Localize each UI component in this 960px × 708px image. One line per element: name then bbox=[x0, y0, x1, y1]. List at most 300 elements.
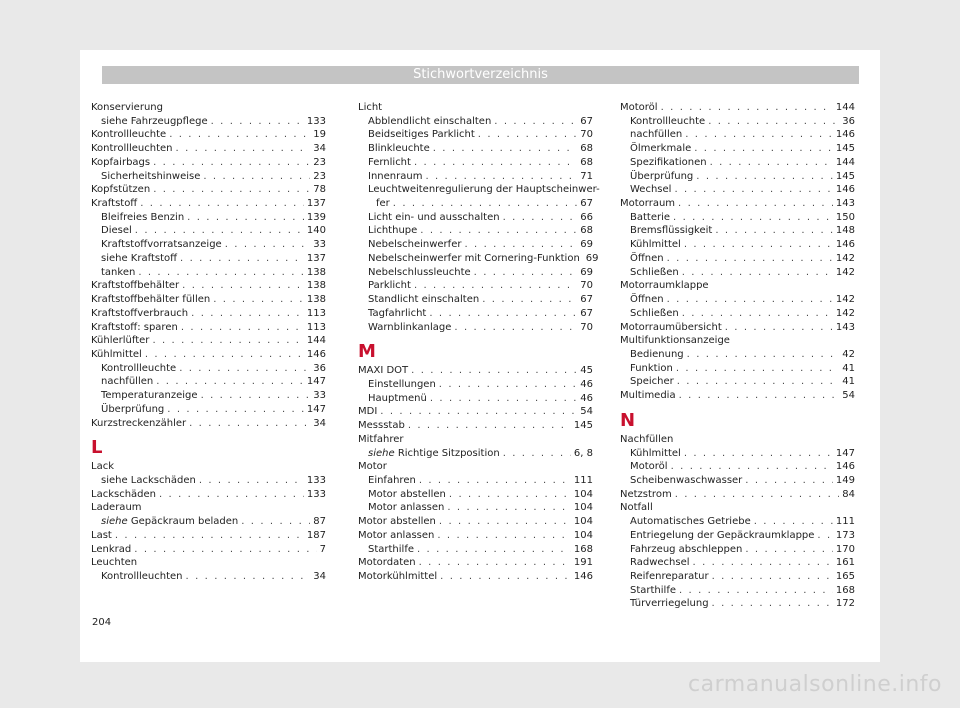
dot-leader bbox=[417, 543, 571, 557]
index-page-ref[interactable]: 113 bbox=[306, 321, 326, 333]
index-term-text: Kühlmittel bbox=[630, 447, 681, 459]
index-page-ref[interactable]: 137 bbox=[306, 198, 326, 210]
index-page-ref[interactable]: 147 bbox=[835, 447, 855, 459]
index-entry bbox=[620, 293, 855, 307]
index-entry bbox=[358, 279, 593, 293]
index-page-ref[interactable]: 69 bbox=[580, 266, 593, 278]
index-term bbox=[368, 293, 479, 307]
index-term bbox=[101, 170, 200, 184]
dot-leader bbox=[440, 570, 571, 584]
index-term bbox=[101, 252, 177, 266]
dot-leader bbox=[708, 115, 839, 129]
index-page-ref[interactable]: 143 bbox=[835, 321, 855, 333]
dot-leader bbox=[201, 389, 311, 403]
index-entry bbox=[91, 488, 326, 502]
index-page-ref[interactable]: 67 bbox=[580, 115, 593, 127]
index-term bbox=[358, 101, 382, 115]
dot-leader bbox=[682, 307, 833, 321]
index-entry bbox=[620, 321, 855, 335]
index-term bbox=[358, 364, 408, 378]
index-term-text: Überprüfung bbox=[101, 403, 165, 415]
index-entry bbox=[91, 515, 326, 529]
index-term bbox=[101, 115, 208, 129]
index-page-ref[interactable]: 142 bbox=[835, 266, 855, 278]
index-term bbox=[368, 321, 451, 335]
dot-leader bbox=[393, 197, 577, 211]
index-entry bbox=[620, 570, 855, 584]
index-page-ref[interactable]: 66 bbox=[580, 211, 593, 223]
index-term bbox=[630, 584, 676, 598]
index-term bbox=[358, 419, 405, 433]
index-entry bbox=[620, 197, 855, 211]
index-term-text: Sicherheitshinweise bbox=[101, 170, 201, 182]
index-term bbox=[101, 403, 164, 417]
index-entry bbox=[358, 460, 593, 474]
index-page-ref[interactable]: 71 bbox=[580, 170, 593, 182]
index-entry bbox=[620, 128, 855, 142]
index-page-ref[interactable]: 42 bbox=[842, 348, 855, 360]
index-term-text: Netzstrom bbox=[620, 488, 672, 500]
index-term-text: Laderaum bbox=[91, 502, 142, 514]
index-term bbox=[101, 389, 198, 403]
index-page-ref[interactable]: 69 bbox=[585, 252, 599, 264]
index-page-ref[interactable]: 19 bbox=[313, 129, 326, 141]
index-page-ref[interactable]: 150 bbox=[835, 211, 855, 223]
index-page-ref[interactable]: 139 bbox=[306, 211, 326, 223]
index-entry bbox=[91, 142, 326, 156]
index-page-ref[interactable]: 104 bbox=[573, 516, 593, 528]
index-term bbox=[620, 101, 658, 115]
index-entry bbox=[91, 348, 326, 362]
index-page-ref[interactable]: 36 bbox=[842, 115, 855, 127]
index-page-ref[interactable]: 145 bbox=[835, 143, 855, 155]
index-page-ref[interactable]: 46 bbox=[580, 378, 593, 390]
index-entry bbox=[91, 529, 326, 543]
dot-leader bbox=[661, 101, 833, 115]
index-term-text: Kurzstreckenzähler bbox=[91, 417, 187, 429]
index-term-text: Kontrollleuchte bbox=[91, 129, 167, 141]
index-page-ref[interactable]: 133 bbox=[306, 474, 326, 486]
index-entry bbox=[358, 156, 593, 170]
dot-leader bbox=[420, 224, 577, 238]
index-page-ref[interactable]: 78 bbox=[313, 184, 326, 196]
index-entry bbox=[91, 238, 326, 252]
dot-leader bbox=[380, 405, 577, 419]
index-term bbox=[358, 529, 434, 543]
index-page-ref[interactable]: 69 bbox=[580, 239, 593, 251]
index-page-ref[interactable]: 104 bbox=[573, 502, 593, 514]
index-term-text: Motor abstellen bbox=[368, 488, 446, 500]
index-entry bbox=[91, 115, 326, 129]
index-page-ref[interactable]: 133 bbox=[306, 488, 326, 500]
index-term bbox=[630, 252, 664, 266]
index-term-text: Motoröl bbox=[620, 102, 658, 113]
index-term-prefix: siehe bbox=[368, 447, 395, 459]
index-term bbox=[368, 488, 446, 502]
dot-leader bbox=[439, 515, 571, 529]
index-page-ref[interactable]: 34 bbox=[313, 143, 326, 155]
index-page-ref[interactable]: 33 bbox=[313, 239, 326, 251]
index-term bbox=[91, 460, 114, 474]
index-entry bbox=[358, 556, 593, 570]
index-entry bbox=[358, 128, 593, 142]
index-term bbox=[368, 252, 580, 266]
dot-leader bbox=[152, 334, 303, 348]
index-column-1 bbox=[91, 101, 326, 584]
dot-leader bbox=[186, 570, 311, 584]
index-entry bbox=[91, 334, 326, 348]
index-term-text: Speicher bbox=[630, 376, 674, 388]
dot-leader bbox=[678, 197, 833, 211]
index-page-ref[interactable]: 168 bbox=[835, 584, 855, 596]
index-page-ref[interactable]: 140 bbox=[306, 225, 326, 237]
index-page-ref[interactable]: 146 bbox=[835, 239, 855, 251]
index-term-text: siehe Kraftstoff bbox=[101, 252, 178, 264]
index-page-ref[interactable]: 67 bbox=[580, 294, 593, 306]
dot-leader bbox=[725, 321, 833, 335]
index-term-text: Kontrollleuchten bbox=[91, 143, 173, 155]
index-term bbox=[630, 307, 679, 321]
index-page-ref[interactable]: 104 bbox=[573, 529, 593, 541]
index-entry bbox=[620, 375, 855, 389]
index-page-ref[interactable]: 144 bbox=[835, 102, 855, 113]
section-letter: N bbox=[620, 409, 636, 431]
index-term bbox=[358, 570, 437, 584]
index-page-ref[interactable]: 165 bbox=[835, 571, 855, 582]
index-term-text: Starthilfe bbox=[368, 543, 414, 555]
index-term-prefix: siehe bbox=[101, 516, 128, 528]
index-entry bbox=[358, 142, 593, 156]
dot-leader bbox=[687, 348, 840, 362]
index-page-ref[interactable]: 33 bbox=[313, 390, 326, 402]
index-entry bbox=[620, 460, 855, 474]
index-term-text: Last bbox=[91, 529, 112, 541]
index-term-text: Motordaten bbox=[358, 557, 416, 569]
index-page-ref[interactable]: 113 bbox=[306, 307, 326, 319]
index-term bbox=[630, 597, 709, 611]
index-page-ref[interactable]: 146 bbox=[306, 348, 326, 360]
index-page-ref[interactable]: 84 bbox=[842, 488, 855, 500]
index-entry bbox=[91, 375, 326, 389]
index-term-text: nachfüllen bbox=[101, 376, 154, 388]
index-entry bbox=[91, 183, 326, 197]
index-term-text: Messstab bbox=[358, 420, 405, 432]
index-term-text: MDI bbox=[358, 406, 378, 418]
dot-leader bbox=[430, 392, 577, 406]
index-term-text: Innenraum bbox=[368, 170, 423, 182]
index-entry bbox=[358, 321, 593, 335]
index-page-ref[interactable]: 104 bbox=[573, 488, 593, 500]
index-page-ref[interactable]: 142 bbox=[835, 307, 855, 319]
index-term-text: Spezifikationen bbox=[630, 156, 707, 168]
index-term bbox=[620, 488, 672, 502]
index-page-ref[interactable]: 161 bbox=[835, 557, 855, 569]
dot-leader bbox=[679, 584, 833, 598]
index-term bbox=[368, 156, 411, 170]
index-page-ref[interactable]: 23 bbox=[313, 156, 326, 168]
index-term-text: Multifunktionsanzeige bbox=[620, 335, 730, 347]
index-page-ref[interactable]: 146 bbox=[835, 184, 855, 196]
dot-leader bbox=[745, 474, 833, 488]
index-page-ref[interactable]: 144 bbox=[835, 156, 855, 168]
dot-leader bbox=[679, 389, 840, 403]
dot-leader bbox=[167, 403, 304, 417]
index-entry bbox=[620, 543, 855, 557]
index-page-ref[interactable]: 133 bbox=[306, 115, 326, 127]
index-entry bbox=[91, 543, 326, 557]
dot-leader bbox=[203, 170, 310, 184]
index-term-text: Mitfahrer bbox=[358, 433, 404, 445]
index-page-ref[interactable]: 142 bbox=[835, 252, 855, 264]
dot-leader bbox=[676, 362, 839, 376]
index-page-ref[interactable]: 187 bbox=[306, 529, 326, 541]
index-entry bbox=[358, 488, 593, 502]
index-term-text: Kraftstoff bbox=[91, 198, 138, 210]
index-term-text: Batterie bbox=[630, 211, 671, 223]
dot-leader bbox=[684, 238, 833, 252]
index-entry bbox=[620, 183, 855, 197]
index-term bbox=[368, 115, 491, 129]
index-page-ref[interactable]: 45 bbox=[580, 365, 593, 377]
index-entry bbox=[91, 211, 326, 225]
index-entry bbox=[91, 252, 326, 266]
index-entry bbox=[620, 238, 855, 252]
index-page-ref[interactable]: 87 bbox=[313, 516, 326, 528]
index-page-ref[interactable]: 41 bbox=[842, 376, 855, 388]
index-page-ref[interactable]: 34 bbox=[313, 417, 326, 429]
index-term-text: Starthilfe bbox=[630, 584, 676, 596]
index-term bbox=[91, 197, 137, 211]
index-term bbox=[368, 378, 436, 392]
index-term-text: Kraftstoffvorratsanzeige bbox=[101, 239, 222, 251]
index-term-text: Kühlmittel bbox=[91, 348, 142, 360]
index-page-ref[interactable]: 146 bbox=[835, 129, 855, 141]
index-term bbox=[101, 474, 196, 488]
index-page-ref[interactable]: 68 bbox=[580, 143, 593, 155]
index-term bbox=[630, 142, 691, 156]
index-entry bbox=[91, 279, 326, 293]
dot-leader bbox=[433, 142, 578, 156]
index-term-text: Motorraum bbox=[620, 198, 676, 210]
index-page-ref[interactable]: 138 bbox=[306, 266, 326, 278]
index-entry bbox=[91, 389, 326, 403]
index-term bbox=[358, 433, 403, 447]
index-entry bbox=[620, 142, 855, 156]
index-page-ref[interactable]: 138 bbox=[306, 294, 326, 306]
index-term bbox=[630, 170, 693, 184]
index-page-ref[interactable]: 191 bbox=[573, 557, 593, 569]
index-term-text: Motorkühlmittel bbox=[358, 571, 438, 582]
index-entry bbox=[358, 252, 599, 266]
index-term bbox=[91, 417, 186, 431]
index-page-ref[interactable]: 149 bbox=[835, 474, 855, 486]
index-term bbox=[630, 238, 681, 252]
index-page-ref[interactable]: 147 bbox=[306, 403, 326, 415]
index-page-ref[interactable]: 70 bbox=[580, 129, 593, 141]
index-page-ref[interactable]: 144 bbox=[306, 335, 326, 347]
index-term-text: Reifenreparatur bbox=[630, 571, 709, 582]
index-entry bbox=[91, 362, 326, 376]
index-term-text: Kopfairbags bbox=[91, 156, 151, 168]
dot-leader bbox=[677, 375, 840, 389]
dot-leader bbox=[189, 417, 310, 431]
index-page-ref[interactable]: 145 bbox=[573, 420, 593, 432]
index-page-ref[interactable]: 46 bbox=[580, 392, 593, 404]
index-page-ref[interactable]: 138 bbox=[306, 280, 326, 292]
index-entry bbox=[620, 170, 855, 184]
dot-leader bbox=[682, 266, 833, 280]
index-term-text: Einstellungen bbox=[368, 378, 436, 390]
dot-leader bbox=[134, 543, 316, 557]
dot-leader bbox=[213, 293, 304, 307]
index-term bbox=[91, 529, 112, 543]
index-entry bbox=[358, 197, 593, 211]
dot-leader bbox=[135, 224, 304, 238]
index-page-ref[interactable]: 143 bbox=[835, 198, 855, 210]
index-page-ref[interactable]: 54 bbox=[580, 406, 593, 418]
index-entry bbox=[358, 515, 593, 529]
index-page-ref[interactable]: 111 bbox=[835, 516, 855, 528]
index-term bbox=[630, 266, 679, 280]
index-term-text: Leuchtweitenregulierung der Hauptscheinwer- bbox=[368, 184, 600, 196]
index-term bbox=[368, 543, 414, 557]
index-term bbox=[91, 156, 150, 170]
index-page-ref[interactable]: 146 bbox=[835, 461, 855, 473]
index-term bbox=[630, 460, 668, 474]
index-term bbox=[91, 488, 156, 502]
index-term-text: Kraftstoffbehälter bbox=[91, 280, 180, 292]
index-term-text: Parklicht bbox=[368, 280, 411, 292]
index-entry bbox=[91, 403, 326, 417]
index-term bbox=[358, 405, 377, 419]
index-term-text: Nebelscheinwerfer bbox=[368, 239, 462, 251]
index-term bbox=[630, 570, 709, 584]
dot-leader bbox=[674, 183, 832, 197]
index-page-ref[interactable]: 67 bbox=[580, 307, 593, 319]
dot-leader bbox=[181, 321, 304, 335]
index-entry bbox=[620, 556, 855, 570]
index-term-text: Automatisches Getriebe bbox=[630, 516, 751, 528]
index-page-ref[interactable]: 68 bbox=[580, 225, 593, 237]
index-term bbox=[630, 293, 664, 307]
index-entry bbox=[358, 392, 593, 406]
index-term-text: Entriegelung der Gepäckraumklappe bbox=[630, 529, 815, 541]
index-term-text: Motorraumklappe bbox=[620, 280, 709, 292]
index-page-ref[interactable]: 168 bbox=[573, 543, 593, 555]
index-term-text: Lack bbox=[91, 461, 114, 473]
index-page-ref[interactable]: 170 bbox=[835, 543, 855, 555]
index-term bbox=[368, 211, 500, 225]
index-term bbox=[91, 556, 137, 570]
dot-leader bbox=[138, 266, 304, 280]
index-page-ref[interactable]: 173 bbox=[835, 529, 855, 541]
index-page-ref[interactable]: 172 bbox=[835, 598, 855, 610]
dot-leader bbox=[169, 128, 310, 142]
index-term-text: Kopfstützen bbox=[91, 184, 151, 196]
index-page-ref[interactable]: 6, 8 bbox=[573, 447, 593, 459]
index-entry bbox=[91, 156, 326, 170]
index-page-ref[interactable]: 41 bbox=[842, 362, 855, 374]
dot-leader bbox=[503, 211, 578, 225]
index-page-ref[interactable]: 23 bbox=[313, 170, 326, 182]
index-term-text: Nebelscheinwerfer mit Cornering-Funktion bbox=[368, 252, 580, 264]
index-page-ref[interactable]: 36 bbox=[313, 362, 326, 374]
dot-leader bbox=[464, 238, 577, 252]
index-entry bbox=[358, 211, 593, 225]
index-page-ref[interactable]: 34 bbox=[313, 571, 326, 582]
index-term bbox=[91, 348, 142, 362]
index-term bbox=[91, 307, 188, 321]
index-term bbox=[630, 362, 673, 376]
index-page-ref[interactable]: 146 bbox=[573, 571, 593, 582]
index-page-ref[interactable]: 70 bbox=[580, 321, 593, 333]
index-term bbox=[368, 501, 444, 515]
index-term-text: fer bbox=[376, 198, 390, 210]
dot-leader bbox=[667, 252, 833, 266]
index-page-ref[interactable]: 147 bbox=[306, 376, 326, 388]
index-page-ref[interactable]: 148 bbox=[835, 225, 855, 237]
index-entry bbox=[620, 389, 855, 403]
index-term bbox=[620, 501, 653, 515]
index-page-ref[interactable]: 70 bbox=[580, 280, 593, 292]
index-term-text: Einfahren bbox=[368, 474, 416, 486]
index-term bbox=[358, 556, 416, 570]
index-term bbox=[91, 183, 150, 197]
index-term bbox=[101, 224, 132, 238]
index-term bbox=[101, 570, 183, 584]
index-term-text: Notfall bbox=[620, 502, 653, 514]
index-term bbox=[630, 515, 751, 529]
index-entry bbox=[91, 224, 326, 238]
index-page-ref[interactable]: 145 bbox=[835, 170, 855, 182]
dot-leader bbox=[199, 474, 304, 488]
dot-leader bbox=[667, 293, 833, 307]
dot-leader bbox=[182, 279, 304, 293]
dot-leader bbox=[408, 419, 571, 433]
index-term-text: Bleifreies Benzin bbox=[101, 211, 185, 223]
index-entry bbox=[358, 224, 593, 238]
dot-leader bbox=[684, 447, 833, 461]
index-page-ref[interactable]: 111 bbox=[573, 474, 593, 486]
dot-leader bbox=[745, 543, 833, 557]
index-term bbox=[630, 529, 814, 543]
index-term bbox=[630, 183, 671, 197]
index-term-text: Beidseitiges Parklicht bbox=[368, 129, 475, 141]
index-entry bbox=[620, 101, 855, 115]
index-term bbox=[620, 433, 673, 447]
index-term bbox=[368, 266, 471, 280]
dot-leader bbox=[176, 142, 311, 156]
index-entry bbox=[91, 293, 326, 307]
dot-leader bbox=[187, 211, 304, 225]
index-term-text: Nachfüllen bbox=[620, 433, 674, 445]
index-term bbox=[91, 279, 179, 293]
index-page-ref[interactable]: 67 bbox=[580, 198, 593, 210]
index-entry bbox=[620, 334, 855, 348]
index-term-text: Kontrollleuchte bbox=[101, 362, 177, 374]
index-page-ref[interactable]: 7 bbox=[319, 543, 326, 555]
index-entry bbox=[358, 529, 593, 543]
dot-leader bbox=[115, 529, 304, 543]
index-term-text: Motor anlassen bbox=[368, 502, 445, 514]
index-page-ref[interactable]: 137 bbox=[306, 252, 326, 264]
index-entry bbox=[358, 447, 593, 461]
index-page-ref[interactable]: 142 bbox=[835, 294, 855, 306]
index-term-text: Lichthupe bbox=[368, 225, 418, 237]
index-page-ref[interactable]: 68 bbox=[580, 156, 593, 168]
index-term bbox=[368, 307, 426, 321]
index-page-ref[interactable]: 54 bbox=[842, 390, 855, 402]
